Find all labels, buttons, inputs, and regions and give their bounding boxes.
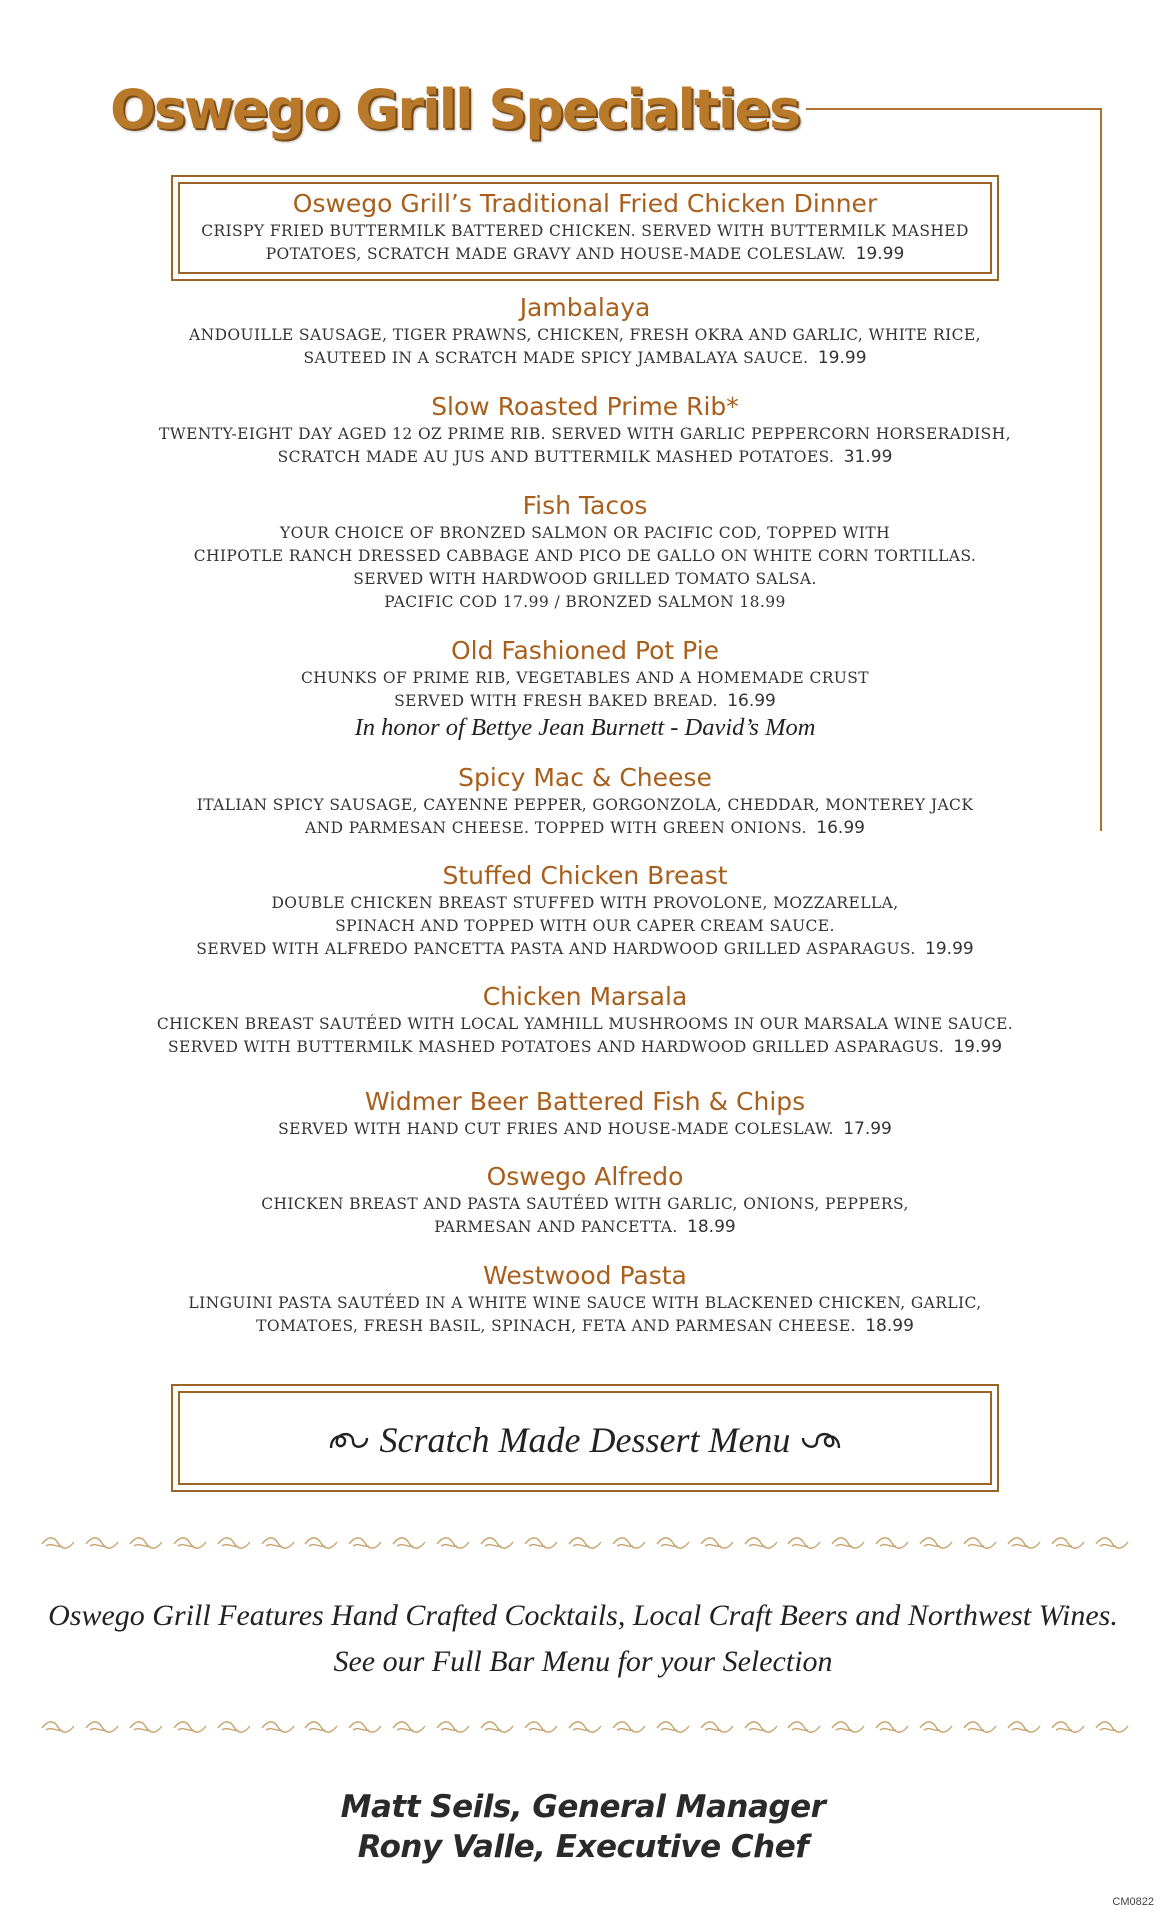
flourish-icon — [216, 1718, 252, 1736]
menu-item — [120, 635, 1050, 743]
menu-item-name: Oswego Alfredo — [486, 1162, 684, 1191]
flourish-icon — [874, 1718, 910, 1736]
flourish-icon — [84, 1718, 120, 1736]
flourish-icon — [40, 1718, 76, 1736]
flourish-icon — [1006, 1534, 1042, 1552]
menu-item-name: Stuffed Chicken Breast — [442, 861, 728, 890]
flourish-icon — [479, 1718, 515, 1736]
menu-item — [120, 762, 1050, 840]
menu-code: CM0822 — [1112, 1896, 1154, 1908]
flourish-icon — [918, 1718, 954, 1736]
flourish-icon — [303, 1534, 339, 1552]
flourish-icon — [655, 1718, 691, 1736]
menu-item-description: ITALIAN SPICY SAUSAGE, CAYENNE PEPPER, GORGONZOLA, CHEDDAR, MONTEREY JACK AND PARMESAN CHEESE. TOPPED WITH GREEN ONIONS. 16.99 — [196, 796, 974, 838]
menu-item-description: LINGUINI PASTA SAUTÉED IN A WHITE WINE SAUCE WITH BLACKENED CHICKEN, GARLIC, TOMATOES, FRESH BASIL, SPINACH, FETA AND PARMESAN CHEESE. 18.99 — [188, 1294, 982, 1336]
flourish-icon — [830, 1534, 866, 1552]
menu-item — [120, 1260, 1050, 1338]
flourish-icon — [347, 1534, 383, 1552]
menu-item-price: 16.99 — [816, 818, 865, 838]
dessert-menu-frame — [171, 1384, 999, 1492]
flourish-icon — [786, 1718, 822, 1736]
dessert-menu-link[interactable]: Scratch Made Dessert Menu — [178, 1391, 992, 1485]
flourish-icon — [962, 1534, 998, 1552]
menu-item-name: Oswego Grill’s Traditional Fried Chicken Dinner — [292, 189, 878, 218]
flourish-icon — [347, 1718, 383, 1736]
menu-item-name: Old Fashioned Pot Pie — [450, 636, 720, 665]
menu-item-description: CHICKEN BREAST SAUTÉED WITH LOCAL YAMHILL MUSHROOMS IN OUR MARSALA WINE SAUCE. SERVED WITH BUTTERMILK MASHED POTATOES AND HARDWOOD GRILLED ASPARAGUS. 19.99 — [156, 1015, 1014, 1057]
menu-item-price: 19.99 — [953, 1037, 1003, 1057]
menu-item-price: 31.99 — [843, 447, 893, 467]
flourish-icon — [1006, 1718, 1042, 1736]
menu-item-description: YOUR CHOICE OF BRONZED SALMON OR PACIFIC COD, TOPPED WITH CHIPOTLE RANCH DRESSED CABBAGE AND PICO DE GALLO ON WHITE CORN TORTILLAS. SERVED WITH HARDWOOD GRILLED TOMATO SALSA. PACIFIC COD 17.99 / BRONZED SALMON 18.99 — [120, 522, 1050, 614]
flourish-icon — [611, 1534, 647, 1552]
flourish-icon — [1094, 1718, 1130, 1736]
flourish-icon — [962, 1718, 998, 1736]
flourish-icon — [303, 1718, 339, 1736]
menu-item-price: PACIFIC COD 17.99 / BRONZED SALMON 18.99 — [384, 593, 786, 611]
flourish-icon — [523, 1718, 559, 1736]
menu-item-price: 19.99 — [855, 244, 905, 264]
menu-item-price: 19.99 — [925, 939, 974, 959]
menu-item-price: 19.99 — [817, 348, 867, 368]
flourish-icon — [743, 1534, 779, 1552]
general-manager: Matt Seils, General Manager — [340, 1789, 826, 1825]
flourish-icon — [567, 1718, 603, 1736]
menu-item-description: ANDOUILLE SAUSAGE, TIGER PRAWNS, CHICKEN, FRESH OKRA AND GARLIC, WHITE RICE, SAUTEED IN A SCRATCH MADE SPICY JAMBALAYA SAUCE. 19.99 — [189, 326, 981, 368]
dedication-note: In honor of Bettye Jean Burnett - David’s Mom — [354, 714, 816, 741]
menu-item-description: SERVED WITH HAND CUT FRIES AND HOUSE-MADE COLESLAW. 17.99 — [278, 1119, 892, 1139]
flourish-icon — [260, 1534, 296, 1552]
title-rule-horizontal — [806, 108, 1102, 110]
flourish-icon — [391, 1534, 427, 1552]
staff-credits — [0, 1787, 1166, 1867]
flourish-icon — [435, 1718, 471, 1736]
menu-item-name: Fish Tacos — [522, 491, 648, 520]
flourish-icon — [1094, 1534, 1130, 1552]
menu-item-price: 18.99 — [687, 1217, 736, 1237]
scroll-ornament-icon — [327, 1426, 371, 1456]
menu-item-price: 16.99 — [727, 691, 776, 711]
menu-item — [120, 981, 1050, 1059]
menu-item-name: Spicy Mac & Cheese — [458, 763, 712, 792]
flourish-icon — [172, 1534, 208, 1552]
flourish-icon — [1050, 1718, 1086, 1736]
flourish-divider — [40, 1718, 1130, 1742]
flourish-icon — [84, 1534, 120, 1552]
page-title: Oswego Grill Specialties — [110, 78, 800, 141]
menu-item-description: CHICKEN BREAST AND PASTA SAUTÉED WITH GARLIC, ONIONS, PEPPERS, PARMESAN AND PANCETTA. 18.99 — [261, 1195, 909, 1237]
menu-item — [120, 490, 1050, 614]
flourish-icon — [128, 1718, 164, 1736]
menu-item-name: Widmer Beer Battered Fish & Chips — [364, 1087, 806, 1116]
bar-menu-note: Oswego Grill Features Hand Crafted Cocktails, Local Craft Beers and Northwest Wines. See our Full Bar Menu for your Selection — [48, 1599, 1118, 1678]
flourish-icon — [699, 1718, 735, 1736]
title-rule-vertical — [1100, 108, 1102, 831]
flourish-divider — [40, 1534, 1130, 1558]
menu-item — [120, 391, 1050, 469]
executive-chef: Rony Valle, Executive Chef — [357, 1829, 809, 1865]
menu-item — [120, 1086, 1050, 1141]
flourish-icon — [523, 1534, 559, 1552]
flourish-icon — [435, 1534, 471, 1552]
menu-item-name: Westwood Pasta — [483, 1261, 687, 1290]
menu-item — [120, 188, 1050, 266]
flourish-icon — [260, 1718, 296, 1736]
menu-item-name: Slow Roasted Prime Rib* — [431, 392, 739, 421]
menu-item — [120, 292, 1050, 370]
menu-item-description: DOUBLE CHICKEN BREAST STUFFED WITH PROVOLONE, MOZZARELLA, SPINACH AND TOPPED WITH OUR CAPER CREAM SAUCE. SERVED WITH ALFREDO PANCETTA PASTA AND HARDWOOD GRILLED ASPARAGUS. 19.99 — [196, 894, 974, 959]
flourish-icon — [479, 1534, 515, 1552]
flourish-icon — [874, 1534, 910, 1552]
menu-item-price: 17.99 — [843, 1119, 892, 1139]
flourish-icon — [216, 1534, 252, 1552]
scroll-ornament-icon — [799, 1426, 843, 1456]
flourish-icon — [391, 1718, 427, 1736]
flourish-icon — [655, 1534, 691, 1552]
flourish-icon — [40, 1534, 76, 1552]
flourish-icon — [786, 1534, 822, 1552]
menu-item-description: CRISPY FRIED BUTTERMILK BATTERED CHICKEN. SERVED WITH BUTTERMILK MASHED POTATOES, SCRATCH MADE GRAVY AND HOUSE-MADE COLESLAW. 19.99 — [201, 222, 969, 264]
flourish-icon — [918, 1534, 954, 1552]
menu-item — [120, 1161, 1050, 1239]
flourish-icon — [699, 1534, 735, 1552]
flourish-icon — [830, 1718, 866, 1736]
flourish-icon — [743, 1718, 779, 1736]
flourish-icon — [128, 1534, 164, 1552]
menu-item-name: Chicken Marsala — [482, 982, 688, 1011]
flourish-icon — [611, 1718, 647, 1736]
menu-item-description: CHUNKS OF PRIME RIB, VEGETABLES AND A HOMEMADE CRUST SERVED WITH FRESH BAKED BREAD. 16.99 — [300, 669, 870, 711]
menu-item-price: 18.99 — [865, 1316, 914, 1336]
flourish-icon — [1050, 1534, 1086, 1552]
flourish-icon — [172, 1718, 208, 1736]
menu-item-name: Jambalaya — [519, 293, 651, 322]
flourish-icon — [567, 1534, 603, 1552]
menu-item — [120, 860, 1050, 961]
menu-item-description: TWENTY-EIGHT DAY AGED 12 OZ PRIME RIB. SERVED WITH GARLIC PEPPERCORN HORSERADISH, SCRATCH MADE AU JUS AND BUTTERMILK MASHED POTATOES. 31.99 — [159, 425, 1011, 467]
